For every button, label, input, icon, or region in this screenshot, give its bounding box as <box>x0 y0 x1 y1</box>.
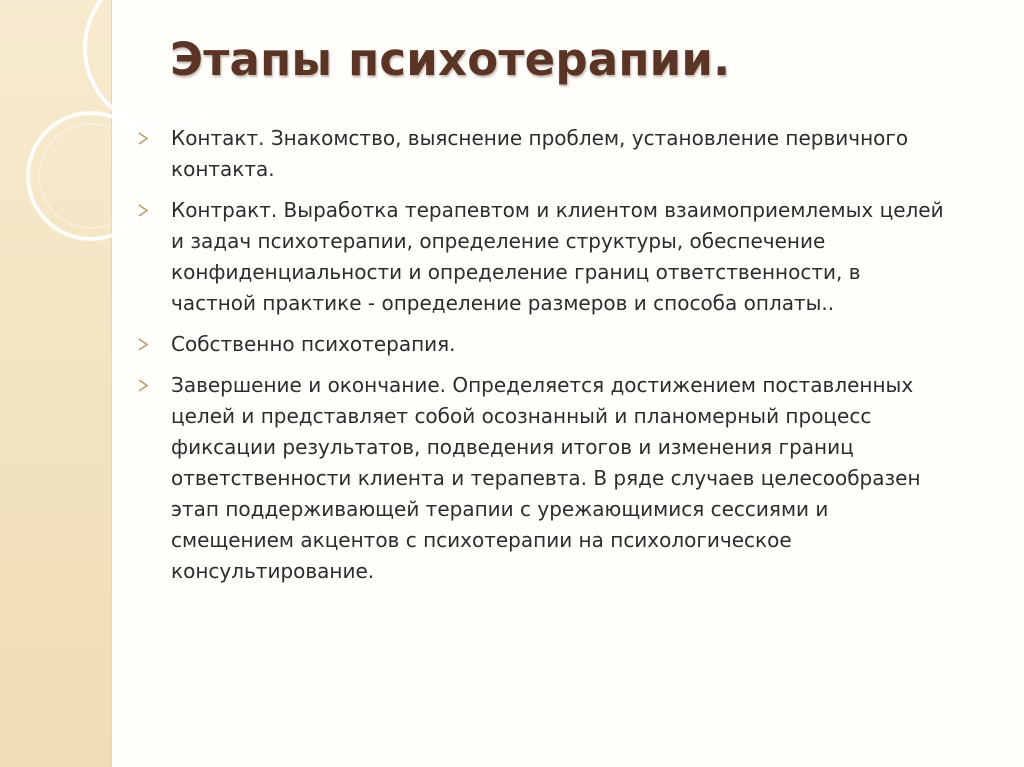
bullet-item <box>138 329 948 360</box>
bullet-text: Собственно психотерапия. <box>171 332 456 356</box>
bullet-list <box>138 123 948 587</box>
chevron-right-icon <box>138 204 149 217</box>
bullet-text: Контракт. Выработка терапевтом и клиентом взаимоприемлемых целей и задач психотерапии, определение структуры, обеспечение конфиденциальности и определение границ ответственности, в частной практике - определение размеров и способа оплаты.. <box>171 198 944 315</box>
bullet-item <box>138 370 948 587</box>
page-title: Этапы психотерапии. <box>170 33 731 86</box>
chevron-right-icon <box>138 132 149 145</box>
chevron-right-icon <box>138 379 149 392</box>
bullet-text: Завершение и окончание. Определяется достижением поставленных целей и представляет собой осознанный и планомерный процесс фиксации результатов, подведения итогов и изменения границ ответственности клиента и терапевта. В ряде случаев целесообразен этап поддерживающей терапии с урежающимися сессиями и смещением акцентов с психотерапии на психологическое консультирование. <box>171 373 921 583</box>
chevron-right-icon <box>138 338 149 351</box>
bullet-item <box>138 195 948 319</box>
content <box>138 123 948 597</box>
bullet-item <box>138 123 948 185</box>
bullet-text: Контакт. Знакомство, выяснение проблем, установление первичного контакта. <box>171 126 909 181</box>
